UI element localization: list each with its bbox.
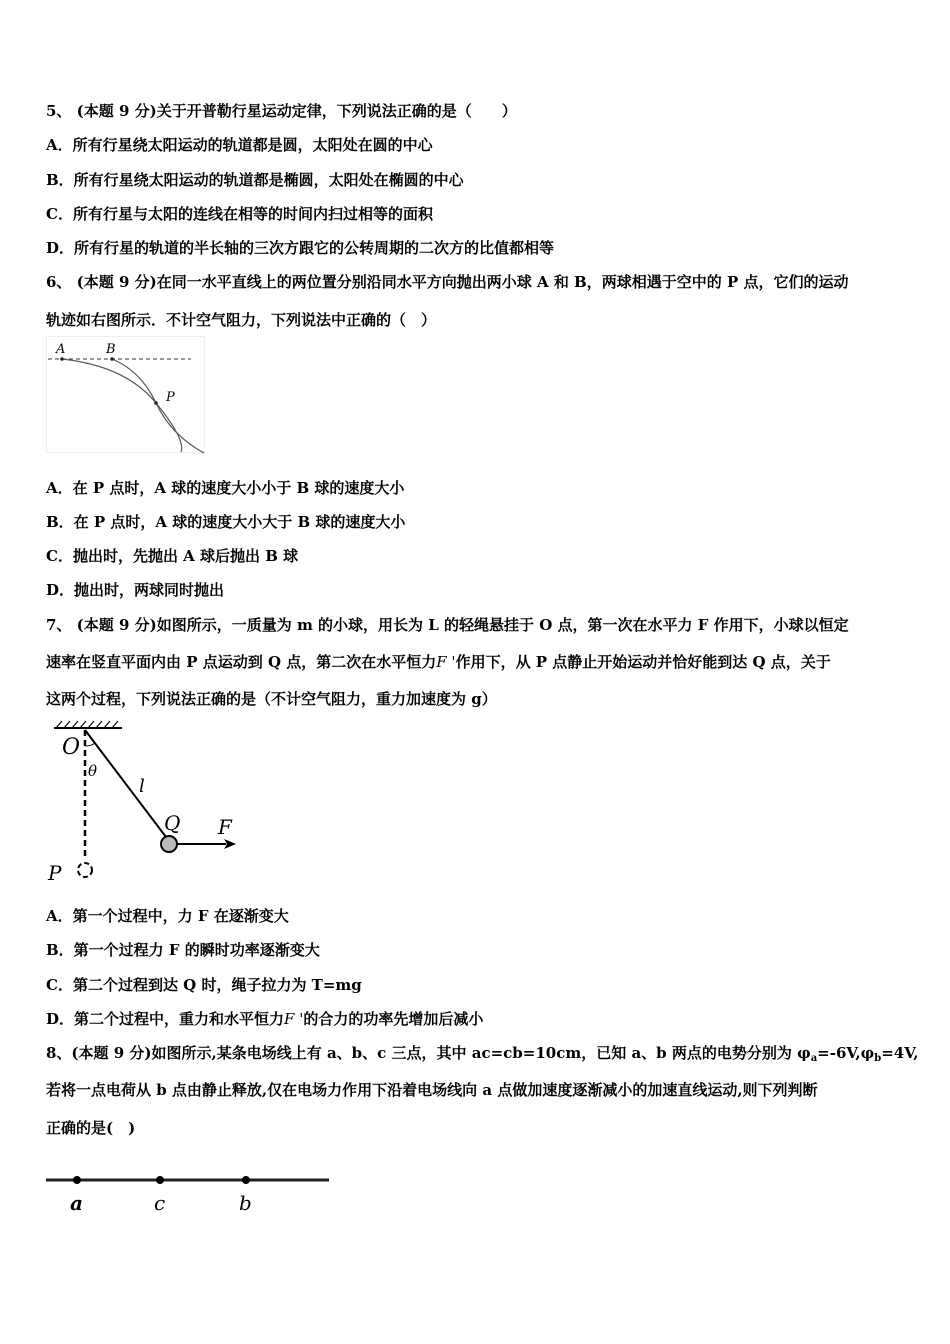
q5-option-b: B．所有行星绕太阳运动的轨道都是椭圆，太阳处在椭圆的中心 [46,171,464,189]
q5-option-c: C．所有行星与太阳的连线在相等的时间内扫过相等的面积 [46,205,433,223]
q8-stem-line1-part1: 8、(本题 9 分)如图所示,某条电场线上有 a、b、c 三点，其中 ac=cb=10cm，已知 a、b 两点的电势分别为 φ [46,1044,811,1062]
q8-potential-mid: =-6V,φ [817,1044,875,1062]
q5-option-d: D．所有行星的轨道的半长轴的三次方跟它的公转周期的二次方的比值都相等 [46,239,555,257]
q8-point-c [156,1176,164,1184]
q6-label-a: A [56,342,66,357]
q7-ball-p [78,863,92,877]
q7-option-b: B．第一个过程力 F 的瞬时功率逐渐变大 [46,941,320,959]
q7-stem-line3: 这两个过程，下列说法正确的是（不计空气阻力，重力加速度为 g） [46,690,497,708]
q7-label-theta: θ [88,762,98,780]
q7-angle-arc [85,743,95,746]
q7-option-a: A．第一个过程中，力 F 在逐渐变大 [46,907,289,925]
q8-stem-line2: 若将一点电荷从 b 点由静止释放,仅在电场力作用下沿着电场线向 a 点做加速度逐渐减小的加速直线运动,则下列判断 [46,1081,818,1099]
q7-ceiling-hatch [56,721,118,728]
q7-label-l: l [139,776,145,797]
q5-option-a: A．所有行星绕太阳运动的轨道都是圆，太阳处在圆的中心 [46,136,433,154]
q7-label-p: P [48,861,62,885]
q8-sub-a: a [810,1053,818,1064]
q7-option-d [46,1009,916,1029]
q8-sub-b: b [874,1053,882,1064]
q7-ball-q [161,836,177,852]
q7-pendulum-figure [46,720,246,886]
q6-stem-line2: 轨迹如右图所示．不计空气阻力，下列说法中正确的（ ） [46,311,437,329]
q8-label-b: b [239,1191,252,1215]
q6-option-a: A．在 P 点时，A 球的速度大小小于 B 球的速度大小 [46,479,405,497]
q8-field-line-figure [46,1164,336,1220]
q8-point-a [73,1176,81,1184]
q8-point-b [242,1176,250,1184]
q7-option-c: C．第二个过程到达 Q 时，绳子拉力为 T=mg [46,976,362,994]
q7-force-symbol: F ' [436,653,456,671]
q7-label-q: Q [164,811,181,835]
q7-label-o: O [62,735,81,760]
q7-option-d-force-symbol: F ' [284,1010,304,1028]
q8-stem-line1-part2: =4V, [881,1044,919,1062]
q6-figure-frame [47,337,205,453]
q7-option-d-part2: 的合力的功率先增加后减小 [303,1010,484,1028]
q6-trajectory-figure [46,336,211,458]
q6-option-b: B．在 P 点时，A 球的速度大小大于 B 球的速度大小 [46,513,406,531]
q5-stem: 5、 (本题 9 分)关于开普勒行星运动定律，下列说法正确的是（ ） [46,102,517,120]
q7-label-f: F [218,815,232,839]
q8-label-c: c [154,1191,166,1215]
q6-label-b: B [106,342,116,357]
q6-trajectory-a [62,359,182,452]
q6-point-a [60,357,64,361]
q7-option-d-part1: D．第二个过程中，重力和水平恒力 [46,1010,285,1028]
q7-stem-line2-part1: 速率在竖直平面内由 P 点运动到 Q 点，第二次在水平恒力 [46,653,437,671]
q7-stem-line2-part2: 作用下，从 P 点静止开始运动并恰好能到达 Q 点，关于 [455,653,831,671]
q6-trajectory-b [112,359,204,453]
q6-option-d: D．抛出时，两球同时抛出 [46,581,225,599]
q6-option-c: C．抛出时，先抛出 A 球后抛出 B 球 [46,547,299,565]
q7-stem-line2 [46,652,916,672]
q7-stem-line1: 7、 (本题 9 分)如图所示，一质量为 m 的小球，用长为 L 的轻绳悬挂于 O 点，第一次在水平力 F 作用下，小球以恒定 [46,616,849,634]
q6-point-p [154,401,158,405]
q7-rope [85,730,166,837]
q6-label-p: P [166,390,175,405]
q8-stem-line1 [46,1043,919,1069]
q8-label-a: a [70,1191,83,1215]
q6-point-b [110,357,114,361]
q6-stem-line1: 6、 (本题 9 分)在同一水平直线上的两位置分别沿同水平方向抛出两小球 A 和 B，两球相遇于空中的 P 点，它们的运动 [46,273,849,291]
q8-stem-line3: 正确的是( ) [46,1119,136,1137]
